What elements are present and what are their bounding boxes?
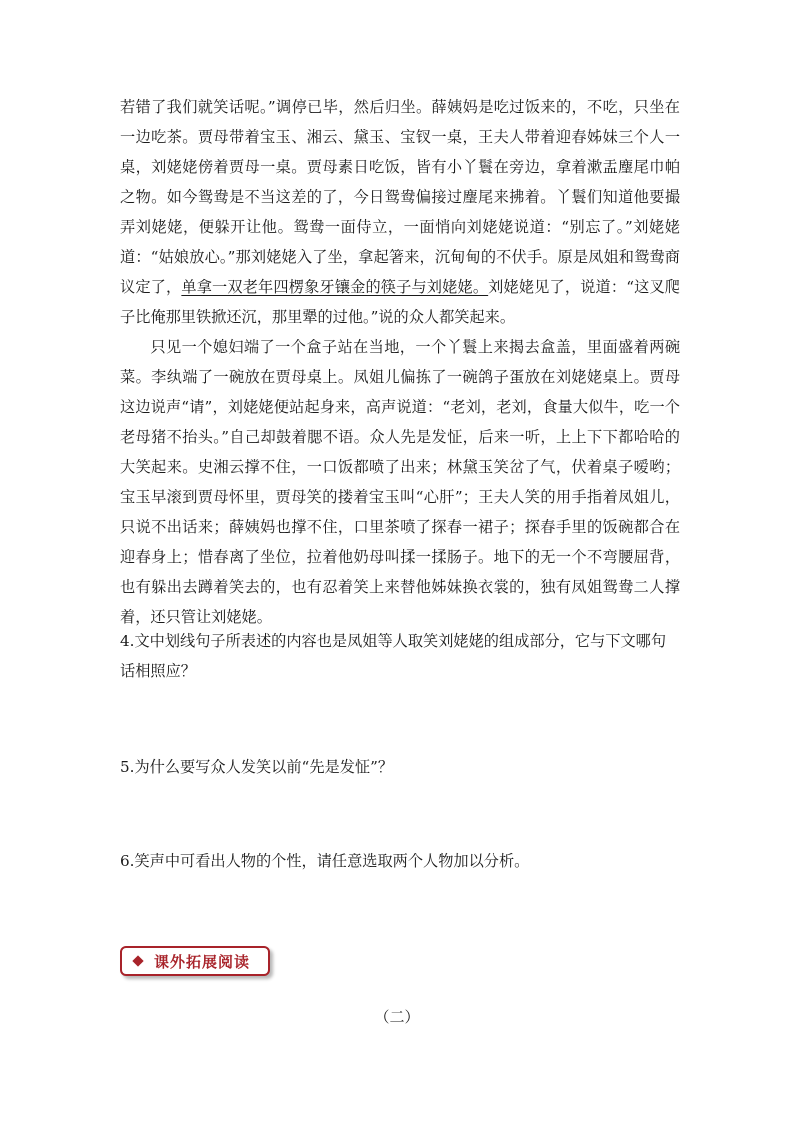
part-heading: （二） [374, 1008, 420, 1026]
section-header [120, 946, 274, 980]
diamond-icon [132, 955, 143, 966]
passage-text: 刘姥姥见了，说道：“这叉爬子比俺那里铁掀还沉，那里犟的过他。”说的众人都笑起来。 [120, 278, 680, 326]
question-6: 6.笑声中可看出人物的个性，请任意选取两个人物加以分析。 [120, 852, 530, 870]
underlined-sentence: 单拿一双老年四楞象牙镶金的筷子与刘姥姥。 [181, 278, 489, 296]
question-5: 5.为什么要写众人发笑以前“先是发怔”？ [120, 758, 394, 776]
passage [120, 92, 680, 632]
section-header-box [120, 946, 270, 976]
passage-text: 若错了我们就笑话呢。”调停已毕，然后归坐。薛姨妈是吃过饭来的，不吃，只坐在一边吃茶。贾母带着宝玉、湘云、黛玉、宝钗一桌，王夫人带着迎春姊妹三个人一桌，刘姥姥傍着贾母一桌。贾母素日吃饭，皆有小丫鬟在旁边，拿着漱盂麈尾巾帕之物。如今鸳鸯是不当这差的了，今日鸳鸯偏接过麈尾来拂着。丫鬟们知道他要撮弄刘姥姥，便躲开让他。鸳鸯一面侍立，一面悄向刘姥姥说道：“别忘了。”刘姥姥道：“姑娘放心。”那刘姥姥入了坐，拿起箸来，沉甸甸的不伏手。原是凤姐和鸳鸯商议定了， [120, 98, 680, 296]
passage-paragraph-1 [120, 92, 680, 332]
passage-paragraph-2: 只见一个媳妇端了一个盒子站在当地，一个丫鬟上来揭去盒盖，里面盛着两碗菜。李纨端了一碗放在贾母桌上。凤姐儿偏拣了一碗鸽子蛋放在刘姥姥桌上。贾母这边说声“请”，刘姥姥便站起身来，高声说道：“老刘，老刘，食量大似牛，吃一个老母猪不抬头。”自己却鼓着腮不语。众人先是发怔，后来一听，上上下下都哈哈的大笑起来。史湘云撑不住，一口饭都喷了出来；林黛玉笑岔了气，伏着桌子嗳哟；宝玉早滚到贾母怀里，贾母笑的搂着宝玉叫“心肝”；王夫人笑的用手指着凤姐儿，只说不出话来；薛姨妈也撑不住，口里茶喷了探春一裙子；探春手里的饭碗都合在迎春身上；惜春离了坐位，拉着他奶母叫揉一揉肠子。地下的无一个不弯腰屈背，也有躲出去蹲着笑去的，也有忍着笑上来替他姊妹换衣裳的，独有凤姐鸳鸯二人撑着，还只管让刘姥姥。 [120, 338, 680, 626]
question-4: 4.文中划线句子所表述的内容也是凤姐等人取笑刘姥姥的组成部分，它与下文哪句话相照应？ [120, 632, 667, 680]
section-title: 课外拓展阅读 [154, 952, 251, 971]
